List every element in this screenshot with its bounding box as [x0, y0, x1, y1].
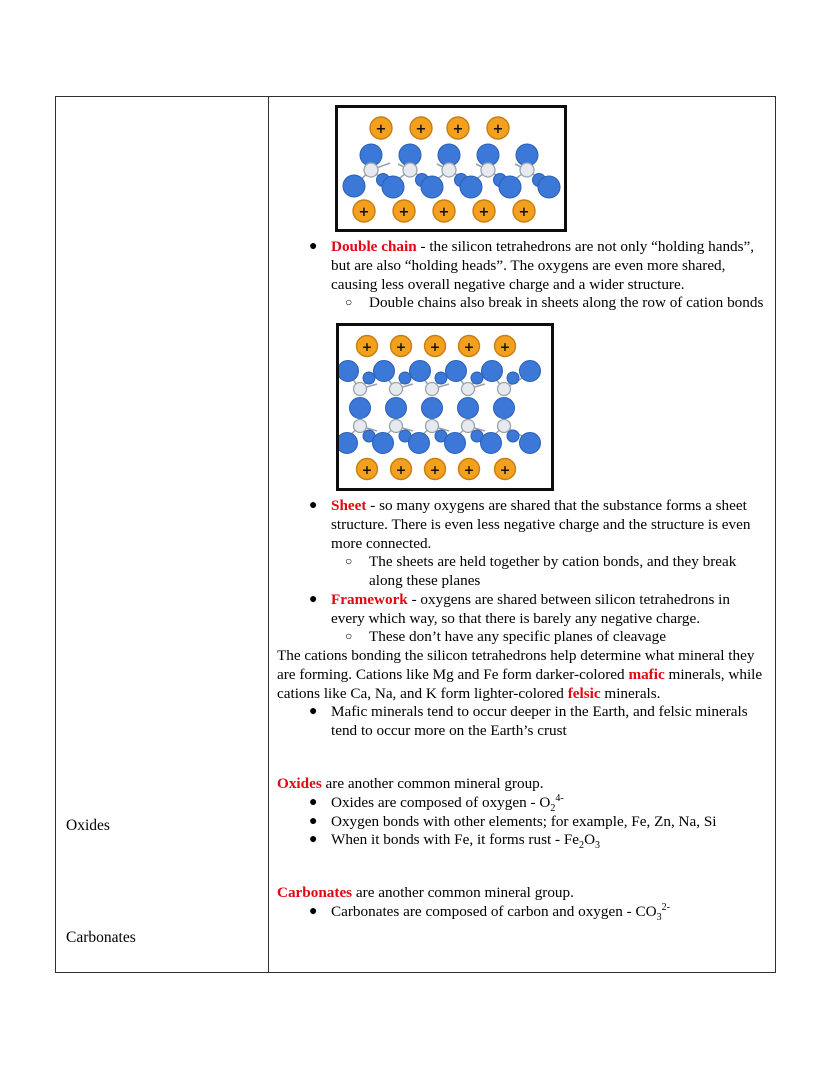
svg-text:+: +	[518, 205, 530, 220]
sub-oxide-3b: 3	[595, 840, 601, 852]
bullet-hollow-icon: ○	[345, 295, 353, 310]
list-item-sheet	[277, 497, 765, 591]
term-double-chain: Double chain	[331, 238, 417, 255]
body-double-chain: the silicon tetrahedrons are not only “holding hands”, but are also “holding heads”. The oxygens are even more shared, causing less overall negative charge and a wider structure.	[331, 238, 755, 293]
bullet-filled-icon: ●	[309, 498, 318, 514]
text-double-chain-sub: Double chains also break in sheets along the row of cation bonds	[369, 294, 764, 312]
oxygen-upper	[339, 361, 541, 385]
list-item-double-chain-sub	[331, 294, 765, 313]
row-gap-oxides	[277, 741, 765, 775]
svg-text:+: +	[499, 339, 511, 355]
svg-text:+: +	[429, 339, 441, 355]
text-oxide-2: Oxygen bonds with other elements; for example, Fe, Zn, Na, Si	[331, 812, 717, 830]
term-sheet: Sheet	[331, 497, 367, 515]
carbonates-list	[277, 903, 765, 922]
double-chain-diagram	[335, 105, 567, 232]
sheet-svg	[339, 326, 551, 488]
cations-paragraph	[277, 647, 765, 703]
svg-text:+: +	[415, 122, 427, 137]
cations-part3: minerals.	[600, 684, 661, 702]
bottom-cations	[353, 200, 535, 222]
silicon-row	[364, 163, 534, 177]
cations-part2: minerals, while cations like Ca, Na, and K form lighter-colored	[277, 665, 763, 702]
bullet-filled-icon: ●	[309, 813, 318, 829]
bullet-filled-icon: ●	[309, 832, 318, 848]
top-cations	[370, 117, 509, 139]
text-sheet-sub: The sheets are held together by cation bonds, and they break along these planes	[369, 553, 737, 590]
oxides-list	[277, 794, 765, 850]
bottom-cations	[357, 459, 516, 480]
double-chain-svg	[338, 108, 564, 229]
carbonates-heading-rest: are another common mineral group.	[352, 884, 574, 902]
term-mafic: mafic	[628, 665, 665, 683]
cations-part1: The cations bonding the silicon tetrahedrons help determine what mineral they are forming. Cations like Mg and Fe form darker-colored	[277, 647, 755, 683]
term-carbonates: Carbonates	[277, 884, 353, 902]
svg-text:+: +	[478, 205, 490, 220]
body-sheet: so many oxygens are shared that the substance forms a sheet structure. There is even less negative charge and the structure is even more connected.	[331, 497, 751, 552]
row-label-carbonates: Carbonates	[66, 929, 136, 946]
dash-sheet: -	[366, 497, 380, 515]
bullet-filled-icon: ●	[309, 903, 318, 919]
text-framework-sub: These don’t have any specific planes of cleavage	[369, 628, 667, 646]
text-oxide-3b: O	[584, 831, 596, 849]
bullet-hollow-icon: ○	[345, 629, 353, 644]
svg-text:+: +	[492, 122, 504, 137]
list-item-framework-sub	[331, 628, 765, 647]
term-felsic: felsic	[567, 684, 601, 702]
text-oxide-3: When it bonds with Fe, it forms rust - Fe	[331, 831, 580, 849]
row-label-oxides: Oxides	[66, 817, 110, 834]
term-framework: Framework	[331, 590, 408, 608]
top-cations	[357, 336, 516, 357]
svg-text:+: +	[438, 205, 450, 220]
list-item-oxide-rust	[277, 831, 765, 850]
bullet-hollow-icon: ○	[345, 554, 353, 569]
double-chain-sublist	[331, 294, 765, 313]
oxygen-lower	[339, 430, 541, 454]
svg-text:+: +	[375, 122, 387, 137]
dash-double-chain: -	[416, 238, 430, 255]
bullet-filled-icon: ●	[309, 591, 318, 607]
list-item-carbonate-composition	[277, 903, 765, 922]
list-item-oxide-elements	[277, 813, 765, 832]
svg-text:+: +	[395, 462, 407, 478]
sub-oxide-1: 2	[550, 802, 556, 814]
sub-oxide-3a: 2	[579, 840, 585, 852]
svg-text:+: +	[361, 462, 373, 478]
sup-oxide-1: 4-	[555, 792, 564, 804]
mafic-felsic-list	[277, 703, 765, 741]
dash-framework: -	[407, 590, 421, 608]
svg-text:+: +	[499, 462, 511, 478]
oxides-heading-rest: are another common mineral group.	[321, 775, 544, 793]
bullet-filled-icon: ●	[309, 794, 318, 810]
svg-text:+: +	[463, 339, 475, 355]
text-oxide-1: Oxides are composed of oxygen - O	[331, 793, 551, 811]
list-item-double-chain	[277, 238, 765, 313]
table-right-column	[269, 97, 775, 972]
term-oxides: Oxides	[277, 775, 322, 793]
svg-text:+: +	[395, 339, 407, 355]
svg-text:+: +	[398, 205, 410, 220]
svg-text:+: +	[361, 339, 373, 355]
framework-sublist	[331, 628, 765, 647]
svg-text:+: +	[429, 462, 441, 478]
row-gap-carbonates	[277, 850, 765, 884]
table-left-column	[56, 97, 269, 972]
svg-text:+: +	[452, 122, 464, 137]
list-item-oxide-composition	[277, 794, 765, 813]
sup-carbonate-1: 2-	[661, 901, 670, 913]
body-framework: oxygens are shared between silicon tetrahedrons in every which way, so that there is barely any negative charge.	[331, 590, 730, 627]
sheet-diagram	[336, 323, 554, 491]
oxygen-shared-row	[350, 398, 515, 419]
oxides-heading	[277, 775, 765, 794]
text-mafic-felsic: Mafic minerals tend to occur deeper in the Earth, and felsic minerals tend to occur more on the Earth’s crust	[331, 703, 748, 740]
carbonates-heading	[277, 884, 765, 903]
svg-text:+: +	[358, 205, 370, 220]
bullet-filled-icon: ●	[309, 239, 318, 254]
list-item-mafic-felsic	[277, 703, 765, 741]
sheet-framework-list	[277, 497, 765, 647]
text-carbonate-1: Carbonates are composed of carbon and oxygen - CO	[331, 902, 657, 920]
list-item-framework	[277, 591, 765, 647]
sub-carbonate-1: 3	[656, 911, 662, 923]
list-item-sheet-sub	[331, 553, 765, 591]
notes-table	[55, 96, 776, 973]
bullet-filled-icon: ●	[309, 704, 318, 720]
svg-text:+: +	[463, 462, 475, 478]
sheet-sublist	[331, 553, 765, 591]
double-chain-list	[277, 238, 765, 313]
